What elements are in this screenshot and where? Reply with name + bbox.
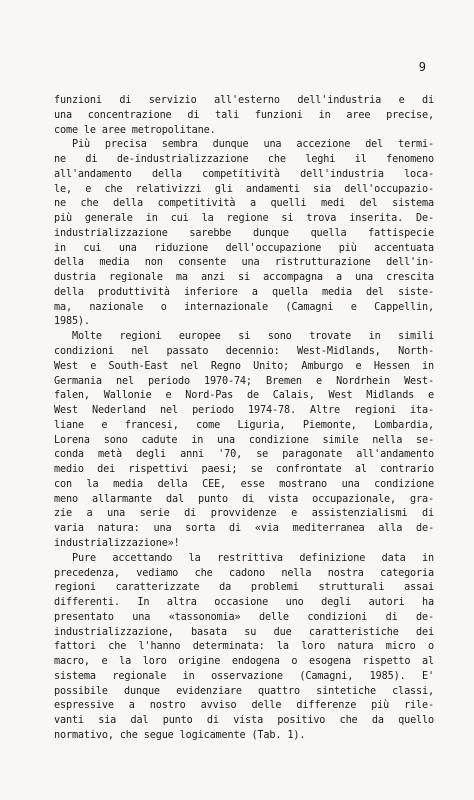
text-line: sistema regionale in osservazione (Camagni, 1985). E': [54, 670, 434, 682]
text-line: liane e francesi, come Liguria, Piemonte, Lombardia,: [54, 419, 434, 431]
page-number: 9: [418, 60, 426, 74]
text-line: conda metà degli anni '70, se paragonate all'andamento: [54, 449, 434, 461]
text-line: precedenza, vediamo che cadono nella nostra categoria: [54, 567, 434, 579]
text-line: Germania nel periodo 1970-74; Bremen e Nordrhein West-: [54, 375, 434, 387]
text-line: varia natura: una sorta di «via mediterranea alla de-: [54, 523, 434, 535]
text-line: della produttività inferiore a quella media del siste-: [54, 286, 434, 298]
text-line: regioni caratterizzate da problemi strutturali assai: [54, 582, 434, 594]
body-text: [54, 94, 434, 744]
text-line: West Nederland nel periodo 1974-78. Altre regioni ita-: [54, 405, 434, 417]
text-line: possibile dunque evidenziare quattro sintetiche classi,: [54, 685, 434, 697]
text-line: più generale in cui la regione si trova inserita. De-: [54, 213, 434, 225]
text-line: una concentrazione di tali funzioni in aree precise,: [54, 109, 434, 121]
text-line: industrializzazione sarebbe dunque quella fattispecie: [54, 227, 434, 239]
text-line: industrializzazione, basata su due caratteristiche dei: [54, 626, 434, 638]
text-line: ne di de-industrializzazione che leghi il fenomeno: [54, 154, 434, 166]
text-line: falen, Wallonie e Nord-Pas de Calais, West Midlands e: [54, 390, 434, 402]
text-line: dustria regionale ma anzi si accompagna a una crescita: [54, 272, 434, 284]
text-line: Molte regioni europee si sono trovate in simili: [72, 331, 434, 343]
text-line: presentato una «tassonomia» delle condizioni di de-: [54, 611, 434, 623]
text-line: all'andamento della competitività dell'industria loca-: [54, 168, 434, 180]
text-line: della media non consente una ristrutturazione dell'in-: [54, 257, 434, 269]
text-line: con la media della CEE, esse mostrano una condizione: [54, 478, 434, 490]
text-line: Pure accettando la restrittiva definizione data in: [72, 552, 434, 564]
text-line: macro, e la loro origine endogena o esogena rispetto al: [54, 656, 434, 668]
text-line: le, e che relativizzi gli andamenti sia dell'occupazio-: [54, 183, 434, 195]
text-line: espressive a nostro avviso delle differenze più rile-: [54, 700, 434, 712]
text-line: normativo, che segue logicamente (Tab. 1).: [54, 729, 306, 741]
text-line: vanti sia dal punto di vista positivo che da quello: [54, 715, 434, 727]
text-line: medio dei rispettivi paesi; se confrontate al contrario: [54, 464, 434, 476]
text-line: zie a una serie di provvidenze e assistenzialismi di: [54, 508, 434, 520]
text-line: fattori che l'hanno determinata: la loro natura micro o: [54, 641, 434, 653]
text-line: condizioni nel passato decennio: West-Midlands, North-: [54, 346, 434, 358]
text-line: 1985).: [54, 316, 90, 328]
text-line: ne che della competitività a quelli medi del sistema: [54, 198, 434, 210]
text-line: differenti. In altra occasione uno degli autori ha: [54, 597, 434, 609]
text-line: industrializzazione»!: [54, 537, 180, 549]
text-line: West e South-East nel Regno Unito; Amburgo e Hessen in: [54, 360, 434, 372]
text-line: Lorena sono cadute in una condizione simile nella se-: [54, 434, 434, 446]
text-line: funzioni di servizio all'esterno dell'industria e di: [54, 95, 434, 106]
text-line: in cui una riduzione dell'occupazione più accentuata: [54, 242, 434, 254]
text-line: come le aree metropolitane.: [54, 124, 216, 136]
text-line: Più precisa sembra dunque una accezione del termi-: [72, 139, 434, 151]
text-line: ma, nazionale o internazionale (Camagni e Cappellin,: [54, 301, 434, 313]
text-line: meno allarmante dal punto di vista occupazionale, gra-: [54, 493, 434, 505]
